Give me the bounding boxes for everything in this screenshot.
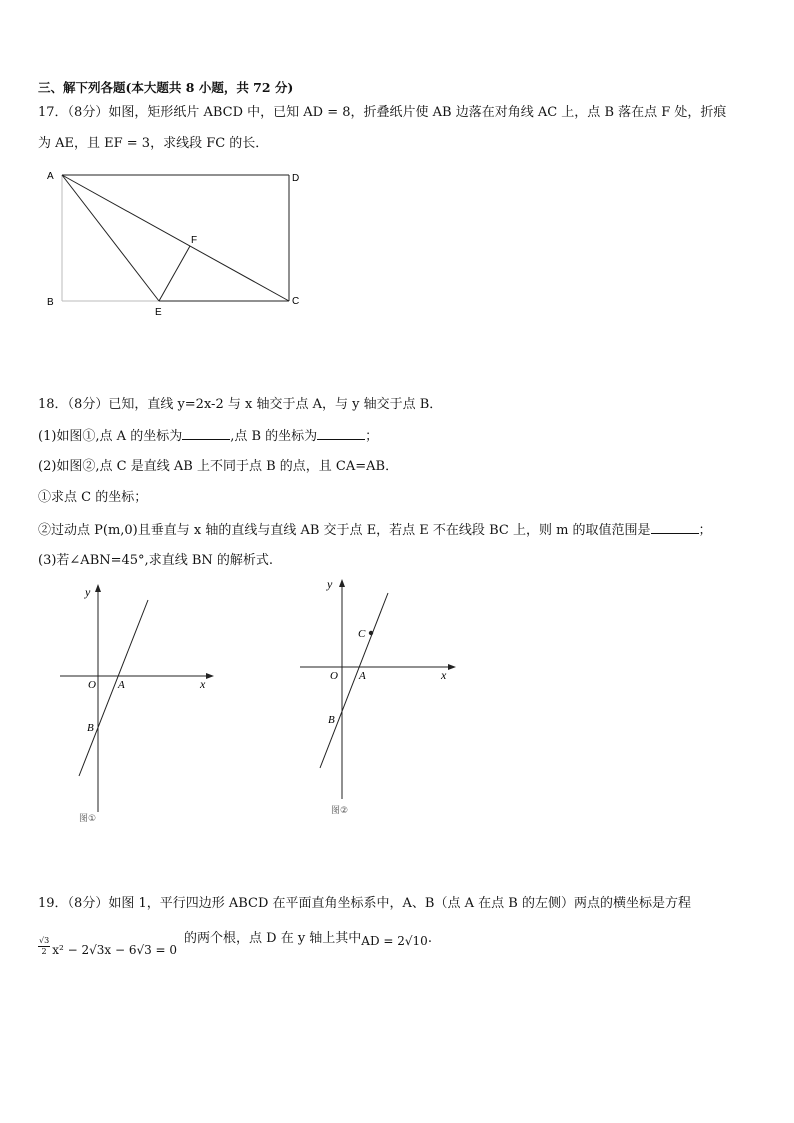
fraction-denominator: 2 [41, 947, 47, 956]
q19-end: . [427, 931, 432, 946]
label-E: E [155, 307, 162, 318]
q18-line5-part1: ②过动点 P(m,0)且垂直与 x 轴的直线与直线 AB 交于点 E，若点 E 不在线段 BC 上，则 m 的取值范围是 [38, 523, 651, 538]
q18-line3: (2)如图②,点 C 是直线 AB 上不同于点 B 的点，且 CA=AB． [38, 459, 399, 474]
answer-blank-a[interactable] [182, 427, 230, 440]
answer-blank-m[interactable] [651, 521, 699, 534]
q17-line1: 17．（8分）如图，矩形纸片 ABCD 中，已知 AD = 8，折叠纸片使 AB 边落在对角线 AC 上，点 B 落在点 F 处，折痕 [38, 105, 727, 120]
q19-line1: 19．（8分）如图 1，平行四边形 ABCD 在平面直角坐标系中，A、B（点 A 在点 B 的左侧）两点的横坐标是方程 [38, 896, 691, 911]
axis-label-x: x [200, 677, 206, 691]
y-axis-arrow [339, 579, 345, 587]
x-axis-arrow [448, 664, 456, 670]
q19-line2 [184, 929, 432, 948]
q18-line5 [38, 521, 712, 540]
label-D: D [292, 173, 300, 184]
equation-rest: x² − 2√3x − 6√3 = 0 [52, 942, 178, 957]
origin-label: O [88, 679, 96, 691]
y-axis-arrow [95, 584, 101, 592]
ad-expression: AD = 2√10 [361, 934, 428, 948]
point-label-A: A [118, 679, 125, 691]
q18-line1: 18．（8分）已知，直线 y=2x-2 与 x 轴交于点 A，与 y 轴交于点 B． [38, 397, 443, 412]
point-label-A: A [359, 670, 366, 682]
origin-label: O [330, 670, 338, 682]
label-C: C [292, 296, 300, 307]
fold-ae [62, 175, 159, 301]
q19-line2-text: 的两个根，点 D 在 y 轴上其中 [184, 931, 362, 946]
label-A: A [47, 171, 54, 182]
point-label-C: C [358, 628, 366, 640]
q18-line4: ①求点 C 的坐标； [38, 490, 148, 505]
diagonal-ac [62, 175, 289, 301]
segment-ef [159, 246, 190, 301]
point-label-B: B [328, 714, 335, 726]
point-label-B: B [87, 722, 94, 734]
q18-line6: (3)若∠ABN=45°,求直线 BN 的解析式. [38, 553, 274, 568]
x-axis-arrow [206, 673, 214, 679]
q18-line5-part2: ； [698, 523, 712, 538]
q18-line2-part1: (1)如图①,点 A 的坐标为 [38, 429, 183, 444]
figure-caption-2: 图② [331, 805, 349, 815]
q17-rectangle-figure [38, 165, 308, 320]
answer-blank-b[interactable] [317, 427, 365, 440]
equation-fraction [38, 936, 50, 957]
q18-line2-part3: ； [365, 429, 379, 444]
label-F: F [191, 235, 198, 246]
axis-label-y: y [327, 577, 333, 591]
q17-line2: 为 AE，且 EF = 3，求线段 FC 的长． [38, 136, 269, 151]
q18-line2 [38, 427, 378, 446]
figure-caption-1: 图① [79, 813, 97, 823]
q18-figure-1 [60, 580, 230, 830]
q18-line2-part2: ,点 B 的坐标为 [230, 429, 318, 444]
axis-label-x: x [441, 668, 447, 682]
axis-label-y: y [85, 585, 91, 599]
fraction-numerator: √3 [39, 936, 50, 945]
section-title: 三、解下列各题(本大题共 8 小题，共 72 分) [38, 80, 294, 95]
label-B: B [47, 297, 54, 308]
point-c-dot [369, 631, 373, 635]
q19-equation [38, 936, 177, 957]
q18-figure-2 [300, 575, 470, 825]
